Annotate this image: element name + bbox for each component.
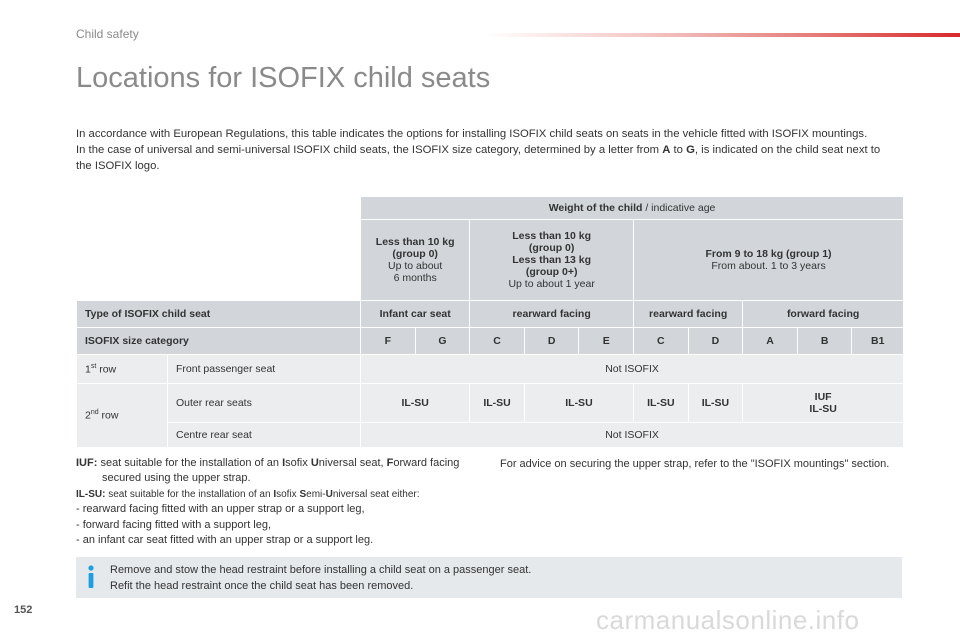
weight-header — [361, 197, 904, 220]
outer-rear-seats-label: Outer rear seats — [167, 384, 360, 423]
note-text: seat suitable for the installation of an — [97, 457, 283, 469]
seat-type-value: Infant car seat — [361, 301, 470, 328]
size-cell: C — [470, 328, 525, 355]
group-header-line: (group 0) — [528, 242, 575, 254]
note-initial: I — [273, 488, 277, 500]
page-number: 152 — [14, 604, 33, 616]
group-header-line: From 9 to 18 kg (group 1) — [705, 248, 832, 260]
upper-strap-advice: For advice on securing the upper strap, refer to the "ISOFIX mountings" section. — [500, 458, 890, 470]
size-cell: D — [524, 328, 579, 355]
group-header-line: (group 0) — [392, 248, 438, 260]
group-header-line: (group 0+) — [525, 266, 578, 278]
size-cell: D — [688, 328, 743, 355]
size-cell: F — [361, 328, 416, 355]
outer-value-cell: IL-SU — [688, 384, 743, 423]
group-0plus-header — [470, 220, 634, 301]
note-initial: U — [325, 488, 333, 500]
size-cell: E — [579, 328, 634, 355]
outer-value-line: IUF — [814, 391, 832, 403]
weight-header-rest: / indicative age — [642, 202, 716, 214]
outer-value-cell: IL-SU — [524, 384, 633, 423]
iuf-note — [76, 456, 488, 487]
note-text: seat suitable for the installation of an — [105, 488, 274, 500]
seat-type-label: Type of ISOFIX child seat — [77, 301, 361, 328]
watermark: carmanualsonline.info — [596, 605, 860, 635]
weight-header-bold: Weight of the child — [548, 202, 643, 214]
size-category-label: ISOFIX size category — [77, 328, 361, 355]
intro-letter-a: A — [662, 144, 671, 156]
header-gradient-bar — [485, 33, 960, 37]
row-ordinal: st — [90, 362, 97, 370]
note-text: sofix — [285, 457, 311, 469]
note-initial: F — [386, 457, 394, 469]
blank-cell — [77, 220, 361, 301]
not-isofix-cell: Not ISOFIX — [361, 355, 904, 384]
isofix-table — [76, 196, 904, 448]
intro-letter-g: G — [686, 144, 695, 156]
blank-cell — [77, 197, 361, 220]
group-1-header — [634, 220, 904, 301]
page-title: Locations for ISOFIX child seats — [76, 62, 491, 94]
row-number: 2 — [85, 409, 91, 422]
intro-paragraph-1: In accordance with European Regulations, this table indicates the options for installing ISOFIX child seats on seats in the vehicle fitted with ISOFIX mountings. — [76, 128, 868, 140]
group-0-header — [361, 220, 470, 301]
note-initial: I — [282, 457, 286, 469]
note-text: orward facing secured using the upper strap. — [102, 457, 460, 485]
intro-p2-text: , is indicated on the child seat next to the ISOFIX logo. — [76, 144, 881, 172]
info-icon — [85, 565, 97, 589]
row-1-label — [77, 355, 168, 384]
group-header-line: From about. 1 to 3 years — [711, 260, 826, 272]
note-initial: S — [299, 488, 307, 500]
ilsu-key: IL-SU: — [76, 488, 106, 500]
note-text: niversal seat, — [318, 457, 387, 469]
seat-type-value: rearward facing — [470, 301, 634, 328]
row-word: row — [96, 363, 117, 376]
outer-value-cell: IL-SU — [470, 384, 525, 423]
group-header-line: 6 months — [393, 272, 437, 284]
front-passenger-seat-label: Front passenger seat — [167, 355, 360, 384]
size-cell: A — [743, 328, 798, 355]
not-isofix-cell: Not ISOFIX — [361, 423, 904, 448]
size-cell: G — [415, 328, 470, 355]
size-cell: B1 — [852, 328, 904, 355]
group-header-line: Up to about 1 year — [508, 278, 595, 290]
group-header-line: Up to about — [388, 260, 443, 272]
iuf-key: IUF: — [76, 457, 98, 469]
note-text: sofix — [276, 488, 300, 500]
section-label: Child safety — [76, 27, 139, 41]
group-header-line: Less than 10 kg — [375, 236, 455, 248]
size-cell: C — [634, 328, 689, 355]
row-ordinal: nd — [90, 409, 99, 417]
seat-type-value: forward facing — [743, 301, 904, 328]
list-item: - forward facing fitted with a support leg, — [76, 518, 272, 531]
seat-type-value: rearward facing — [634, 301, 743, 328]
intro-text — [76, 126, 896, 174]
outer-value-cell-forward — [743, 384, 904, 423]
centre-rear-seat-label: Centre rear seat — [167, 423, 360, 448]
note-text: niversal seat either: — [332, 488, 420, 500]
list-item: - rearward facing fitted with an upper strap or a support leg, — [76, 503, 365, 516]
ilsu-note — [76, 487, 488, 502]
note-initial: U — [310, 457, 319, 469]
intro-p2-text: In the case of universal and semi-universal ISOFIX child seats, the ISOFIX size category, determined by a letter from — [76, 144, 663, 156]
note-text: emi- — [306, 488, 326, 500]
row-word: row — [98, 409, 119, 422]
outer-value-cell: IL-SU — [361, 384, 470, 423]
intro-p2-text: to — [670, 144, 687, 156]
size-cell: B — [797, 328, 852, 355]
row-number: 1 — [85, 363, 91, 376]
outer-value-line: IL-SU — [809, 403, 837, 415]
intro-paragraph-2 — [76, 142, 896, 174]
list-item: - an infant car seat fitted with an upper strap or a support leg. — [76, 534, 374, 547]
info-line: Refit the head restraint once the child seat has been removed. — [110, 580, 414, 592]
group-header-line: Less than 13 kg — [512, 254, 592, 266]
group-header-line: Less than 10 kg — [512, 230, 592, 242]
notes-legend — [76, 456, 488, 548]
row-2-label — [77, 384, 168, 448]
info-box — [76, 557, 902, 598]
info-line: Remove and stow the head restraint before installing a child seat on a passenger seat. — [110, 564, 532, 576]
outer-value-cell: IL-SU — [634, 384, 689, 423]
info-text — [110, 562, 531, 594]
